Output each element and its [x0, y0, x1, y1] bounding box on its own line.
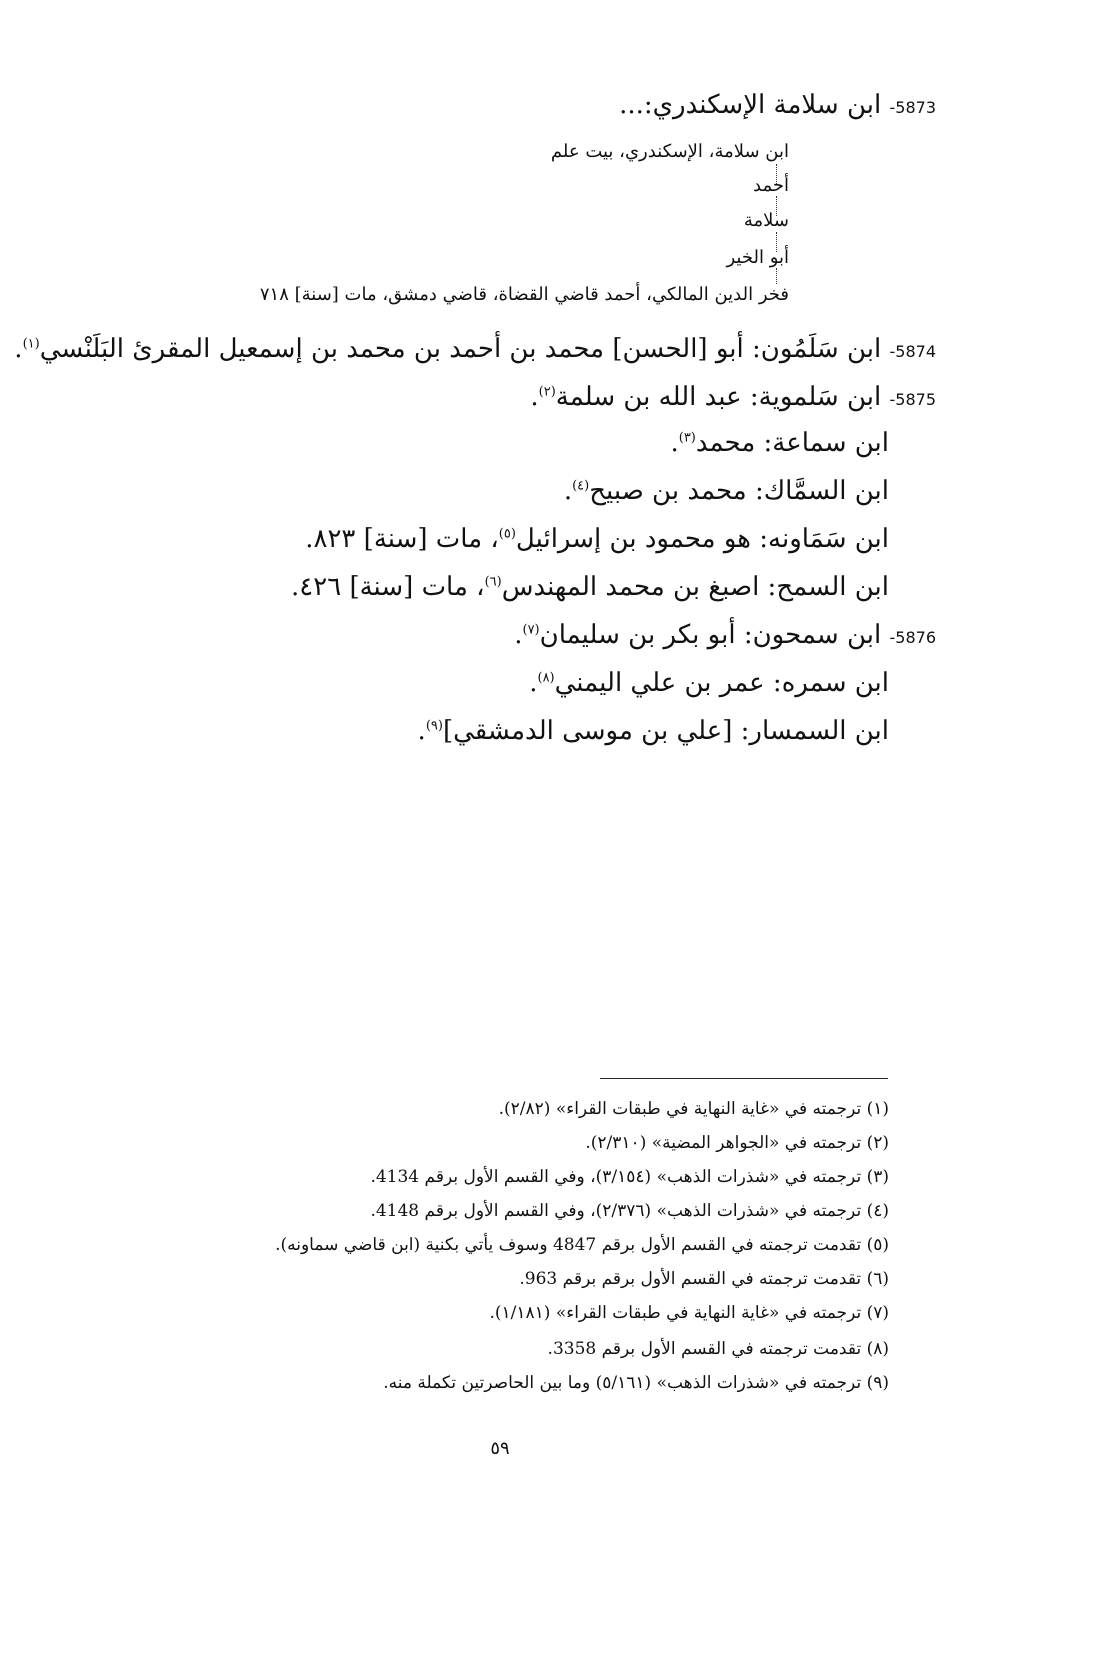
tree-node-salama: سلامة — [743, 210, 789, 231]
tree-connector — [776, 268, 777, 284]
entry-number: 5874- — [889, 342, 936, 361]
footnote-ref: (٩) — [425, 718, 443, 734]
tree-node-abu-alkhayr: أبو الخير — [726, 247, 789, 268]
entry-end: . — [670, 428, 679, 458]
footnote-2: (٢) ترجمته في «الجواهر المضية» (٢/٣١٠). — [585, 1133, 889, 1153]
entry-text: ابن السمح: اصبغ بن محمد المهندس — [501, 572, 889, 602]
footnote-7: (٧) ترجمته في «غاية النهاية في طبقات القراء» (١/١٨١). — [489, 1303, 889, 1323]
entry-text: ابن سَلَمُون: أبو [الحسن] محمد بن أحمد بن محمد بن إسمعيل المقرئ البَلَنْسي — [39, 334, 882, 364]
entry-5875 — [530, 380, 936, 417]
footnote-9: (٩) ترجمته في «شذرات الذهب» (٥/١٦١) وما بين الحاصرتين تكملة منه. — [383, 1373, 889, 1393]
entry-text: ابن السمَّاك: محمد بن صبيح — [589, 476, 889, 506]
entry-number: 5876- — [889, 628, 936, 647]
entry-end: ، مات [سنة] ٨٢٣. — [305, 524, 499, 554]
tree-last-line: فخر الدين المالكي، أحمد قاضي القضاة، قاضي دمشق، مات [سنة] ٧١٨ — [259, 284, 789, 305]
entry-text: ابن سَلموية: عبد الله بن سلمة — [555, 382, 882, 412]
footnote-1: (١) ترجمته في «غاية النهاية في طبقات القراء» (٢/٨٢). — [498, 1099, 889, 1119]
footnote-ref: (٧) — [522, 622, 540, 638]
entry-number: 5873- — [889, 98, 936, 117]
footnote-ref: (٥) — [498, 526, 516, 542]
footnote-3: (٣) ترجمته في «شذرات الذهب» (٣/١٥٤)، وفي القسم الأول برقم 4134. — [370, 1167, 889, 1187]
footnote-ref: (٢) — [538, 384, 556, 400]
entry-text: ابن السمسار: [علي بن موسى الدمشقي] — [442, 716, 889, 746]
entry-ibn-samaa — [670, 426, 889, 460]
footnote-8: (٨) تقدمت ترجمته في القسم الأول برقم 3358. — [547, 1339, 889, 1359]
entry-ibn-alsammak — [564, 474, 889, 508]
entry-end: ، مات [سنة] ٤٢٦. — [291, 572, 485, 602]
entry-end: . — [14, 334, 23, 364]
entry-text: ابن سلامة الإسكندري:... — [619, 90, 882, 120]
tree-header: ابن سلامة، الإسكندري، بيت علم — [550, 141, 789, 162]
footnote-ref: (٤) — [572, 478, 590, 494]
footnote-ref: (٣) — [678, 430, 696, 446]
footnote-ref: (٨) — [537, 670, 555, 686]
footnote-ref: (٦) — [484, 574, 502, 590]
footnote-4: (٤) ترجمته في «شذرات الذهب» (٢/٣٧٦)، وفي القسم الأول برقم 4148. — [370, 1201, 889, 1221]
entry-text: ابن سَمَاونه: هو محمود بن إسرائيل — [515, 524, 889, 554]
page-number: ٥٩ — [490, 1438, 510, 1459]
entry-text: ابن سمره: عمر بن علي اليمني — [554, 668, 889, 698]
entry-end: . — [514, 620, 523, 650]
entry-end: . — [530, 382, 539, 412]
entry-end: . — [417, 716, 426, 746]
entry-5873 — [619, 88, 936, 125]
entry-end: . — [563, 476, 573, 506]
footnote-ref: (١) — [22, 336, 40, 352]
entry-ibn-alsimsar — [418, 714, 889, 748]
entry-ibn-alsamh — [291, 570, 889, 604]
entry-ibn-samra — [529, 666, 889, 700]
footnote-separator — [600, 1078, 888, 1079]
footnote-5: (٥) تقدمت ترجمته في القسم الأول برقم 4847 وسوف يأتي بكنية (ابن قاضي سماونه). — [275, 1235, 889, 1255]
entry-5874 — [14, 332, 936, 369]
entry-5876 — [514, 618, 936, 655]
entry-end: . — [529, 668, 538, 698]
entry-ibn-samawuna — [305, 522, 889, 556]
entry-text: ابن سماعة: محمد — [695, 428, 889, 458]
footnote-6: (٦) تقدمت ترجمته في القسم الأول برقم برقم 963. — [519, 1269, 889, 1289]
entry-number: 5875- — [889, 390, 936, 409]
tree-node-ahmad: أحمد — [753, 175, 789, 196]
entry-text: ابن سمحون: أبو بكر بن سليمان — [539, 620, 882, 650]
